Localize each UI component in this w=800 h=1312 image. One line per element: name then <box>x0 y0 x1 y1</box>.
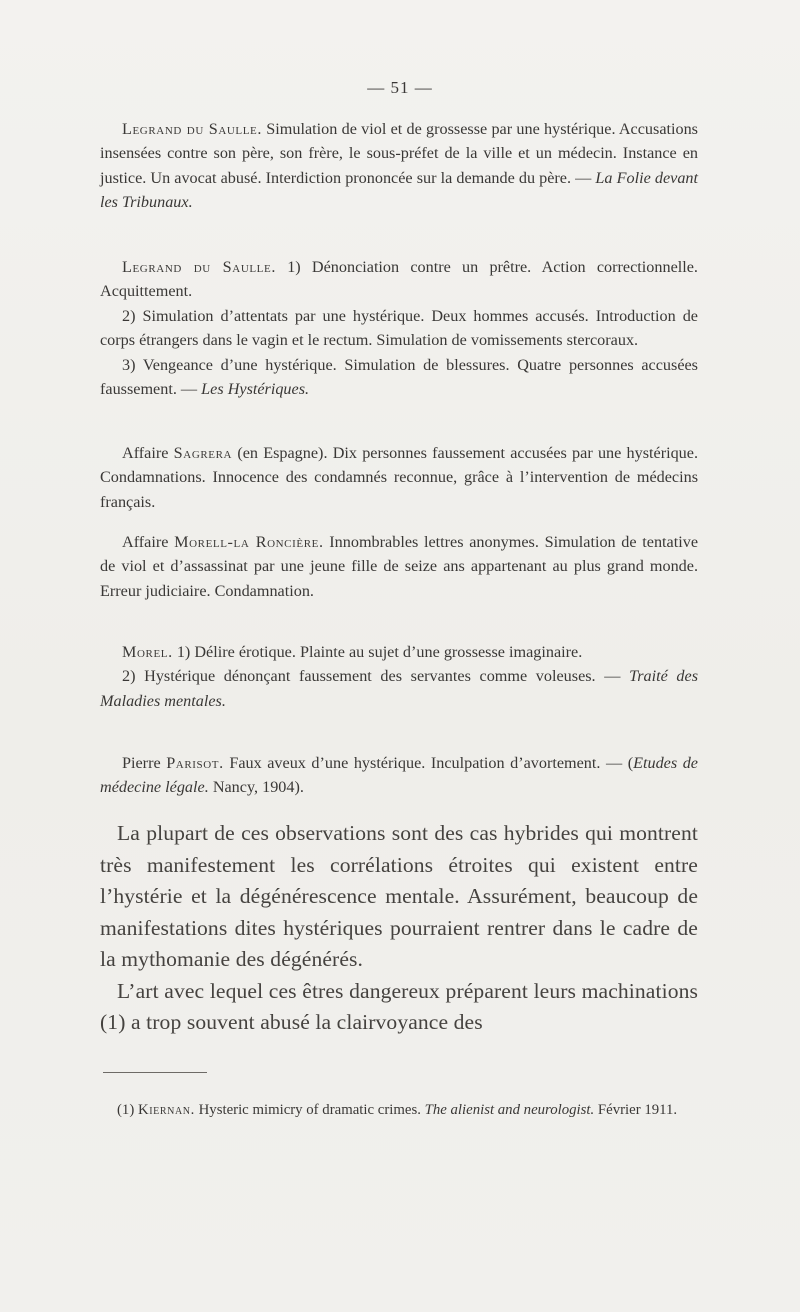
entry-legrand-2 <box>100 255 698 401</box>
work-title: Traité des Maladies mentales. <box>100 667 698 710</box>
footnote-marker: (1) <box>117 1102 138 1118</box>
entry-paragraph <box>100 117 698 215</box>
author-name: Morel. <box>122 643 173 661</box>
entry-text: Simulation de viol et de grossesse par une hystérique. Accusations insensées contre son père, son frère, le sous-préfet de la ville et un médecin. Instance en justice. Un avocat abusé. Interdiction prononcée sur la demande du père. — <box>100 120 698 187</box>
entry-paragraph <box>100 530 698 603</box>
entry-paragraph <box>100 751 698 800</box>
entry-paragraph <box>100 640 698 664</box>
body-text <box>100 818 698 1039</box>
footnote-paragraph <box>100 1100 698 1121</box>
work-title: Etudes de médecine légale. <box>100 754 698 797</box>
entry-paragraph <box>100 304 698 353</box>
entry-sagrera <box>100 441 698 514</box>
footnote <box>100 1100 698 1121</box>
body-paragraph: L’art avec lequel ces êtres dangereux préparent leurs machinations (1) a trop souvent abusé la clairvoyance des <box>100 978 698 1034</box>
footnote-divider <box>103 1072 207 1073</box>
entry-paragraph <box>100 255 698 304</box>
entry-text: 2) Simulation d’attentats par une hystérique. Deux hommes accusés. Introduction de corps étrangers dans le vagin et le rectum. Simulation de vomissements stercoraux. <box>100 306 698 350</box>
author-name: Legrand du Saulle. <box>122 258 276 276</box>
entry-prefix: Affaire <box>122 444 174 462</box>
entry-suffix: Nancy, 1904). <box>208 778 304 797</box>
entry-morel <box>100 640 698 713</box>
entry-paragraph <box>100 441 698 514</box>
footnote-text: Hysteric mimicry of dramatic crimes. <box>194 1102 425 1118</box>
work-title: Les Hystériques. <box>201 380 310 399</box>
author-name: Morell-la Roncière. <box>174 533 324 551</box>
entry-text: 3) Vengeance d’une hystérique. Simulation de blessures. Quatre personnes accusées faussement. — <box>100 355 698 399</box>
entry-parisot <box>100 751 698 800</box>
entry-text: (en Espagne). Dix personnes faussement accusées par une hystérique. Condamnations. Innocence des condamnés reconnue, grâce à l’intervention de médecins français. <box>100 444 699 511</box>
entry-paragraph <box>100 664 698 713</box>
work-title: La Folie devant les Tribunaux. <box>100 168 699 212</box>
body-paragraph: La plupart de ces observations sont des cas hybrides qui montrent très manifestement les corrélations étroites qui existent entre l’hystérie et la dégénérescence mentale. Assurément, beaucoup de manifestations dites hystériques pourraient rentrer dans le cadre de la mythomanie des dégénérés. <box>100 821 698 971</box>
author-name: Parisot. <box>166 754 224 772</box>
entry-text: 2) Hystérique dénonçant faussement des servantes comme voleuses. — <box>122 667 630 686</box>
entry-text: 1) Délire érotique. Plainte au sujet d’une grossesse imaginaire. <box>172 643 583 661</box>
entry-text: Faux aveux d’une hystérique. Inculpation d’avortement. — ( <box>223 754 634 772</box>
entry-text: Innombrables lettres anonymes. Simulation de tentative de viol et d’assassinat par une jeune fille de seize ans appartenant au plus grand monde. Erreur judiciaire. Condamnation. <box>100 533 699 600</box>
entry-prefix: Affaire <box>122 533 175 551</box>
entry-text: 1) Dénonciation contre un prêtre. Action correctionnelle. Acquittement. <box>100 258 698 301</box>
author-name: Kiernan. <box>137 1102 195 1118</box>
entry-legrand-1 <box>100 117 698 215</box>
page-number: — 51 — <box>367 78 433 97</box>
footnote-suffix: Février 1911. <box>594 1102 678 1118</box>
work-title: The alienist and neurologist. <box>424 1102 595 1118</box>
entry-paragraph <box>100 353 698 402</box>
entry-prefix: Pierre <box>122 754 167 772</box>
author-name: Legrand du Saulle. <box>122 120 263 138</box>
entry-morell <box>100 530 698 603</box>
author-name: Sagrera <box>173 444 233 462</box>
